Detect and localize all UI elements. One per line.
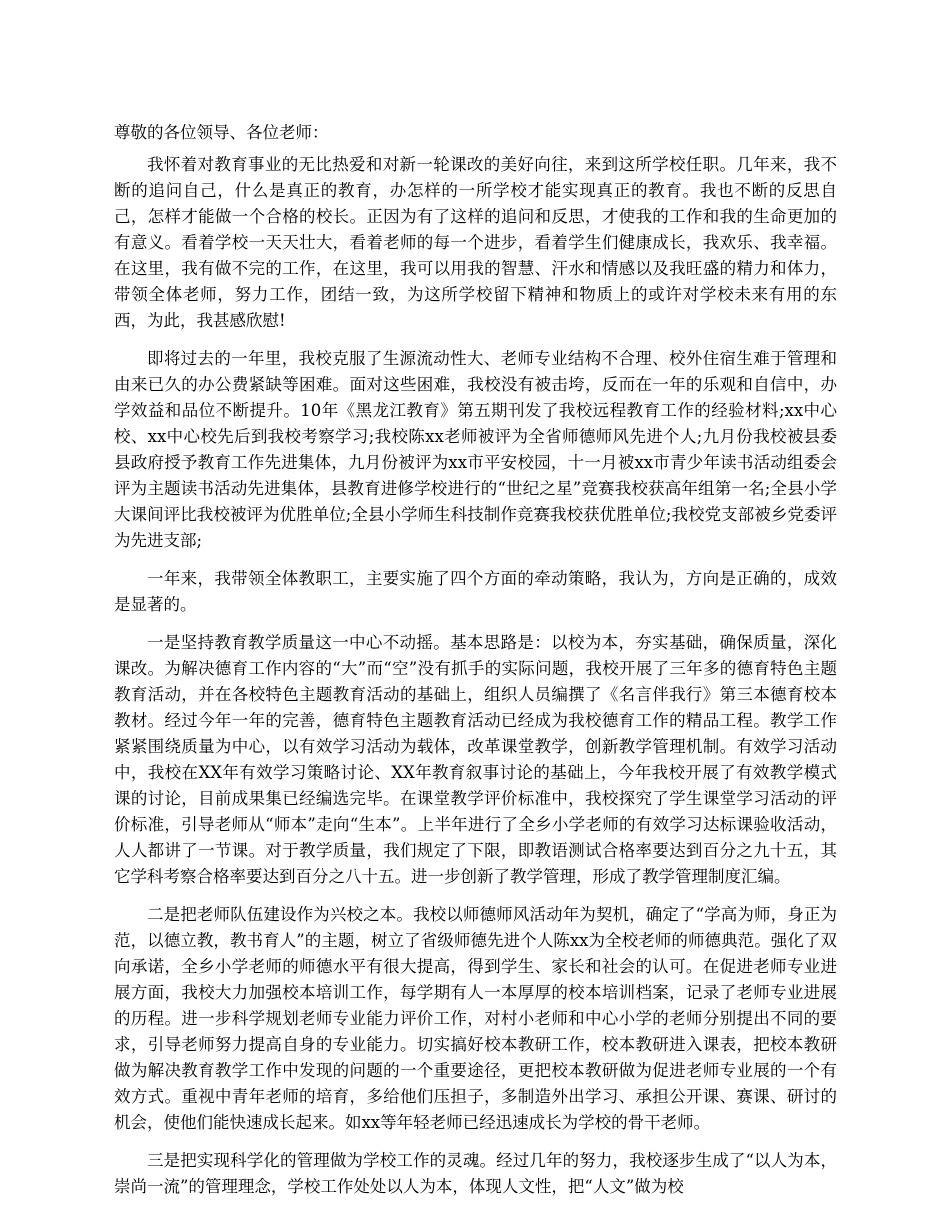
- paragraph-2: 即将过去的一年里，我校克服了生源流动性大、老师专业结构不合理、校外住宿生难于管理和由来已久的办公费紧缺等困难。面对这些困难，我校没有被击垮，反而在一年的乐观和自信中，办学效益和品位不断提升。10年《黑龙江教育》第五期刊发了我校远程教育工作的经验材料;xx中心校、xx中心校先后到我校考察学习;我校陈xx老师被评为全省师德师风先进个人;九月份我校被县委县政府授予教育工作先进集体，九月份被评为xx市平安校园，十一月被xx市青少年读书活动组委会评为主题读书活动先进集体，县教育进修学校进行的“世纪之星”竞赛我校获高年组第一名;全县小学大课间评比我校被评为优胜单位;全县小学师生科技制作竞赛我校获优胜单位;我校党支部被乡党委评为先进支部;: [114, 349, 837, 550]
- paragraph-1: 我怀着对教育事业的无比热爱和对新一轮课改的美好向往，来到这所学校任职。几年来，我不断的追问自己，什么是真正的教育，办怎样的一所学校才能实现真正的教育。我也不断的反思自己，怎样才能做一个合格的校长。正因为有了这样的追问和反思，才使我的工作和我的生命更加的有意义。看着学校一天天壮大，看着老师的每一个进步，看着学生们健康成长，我欢乐、我幸福。在这里，我有做不完的工作，在这里，我可以用我的智慧、汗水和情感以及我旺盛的精力和体力，带领全体老师，努力工作，团结一致，为这所学校留下精神和物质上的或许对学校未来有用的东西，为此，我甚感欣慰!: [114, 155, 837, 330]
- paragraph-5: 二是把老师队伍建设作为兴校之本。我校以师德师风活动年为契机，确定了“学高为师，身正为范，以德立教，教书育人”的主题，树立了省级师德先进个人陈xx为全校老师的师德典范。强化了双向承诺，全乡小学老师的师德水平有很大提高，得到学生、家长和社会的认可。在促进老师专业进展方面，我校大力加强校本培训工作，每学期有人一本厚厚的校本培训档案，记录了老师专业进展的历程。进一步科学规划老师专业能力评价工作，对村小老师和中心小学的老师分别提出不同的要求，引导老师努力提高自身的专业能力。切实搞好校本教研工作，校本教研进入课表，把校本教研做为解决教育教学工作中发现的问题的一个重要途径，更把校本教研做为促进老师专业展的一个有效方式。重视中青年老师的培育，多给他们压担子，多制造外出学习、承担公开课、赛课、研讨的机会，使他们能快速成长起来。如xx等年轻老师已经迅速成长为学校的骨干老师。: [114, 905, 837, 1132]
- salutation: 尊敬的各位领导、各位老师：: [114, 123, 329, 142]
- paragraph-4: 一是坚持教育教学质量这一中心不动摇。基本思路是：以校为本，夯实基础，确保质量，深化课改。为解决德育工作内容的“大”而“空”没有抓手的实际问题，我校开展了三年多的德育特色主题教育活动，并在各校特色主题教育活动的基础上，组织人员编撰了《名言伴我行》第三本德育校本教材。经过今年一年的完善，德育特色主题教育活动已经成为我校德育工作的精品工程。教学工作紧紧围绕质量为中心，以有效学习活动为载体，改革课堂教学，创新教学管理机制。有效学习活动中，我校在XX年有效学习策略讨论、XX年教育叙事讨论的基础上，今年我校开展了有效教学模式课的讨论，目前成果集已经编选完毕。在课堂教学评价标准中，我校探究了学生课堂学习活动的评价标准，引导老师从“师本”走向“生本”。上半年进行了全乡小学老师的有效学习达标课验收活动，人人都讲了一节课。对于教学质量，我们规定了下限，即教语测试合格率要达到百分之九十五，其它学科考察合格率要达到百分之八十五。进一步创新了教学管理，形成了教学管理制度汇编。: [114, 633, 837, 886]
- paragraph-6: 三是把实现科学化的管理做为学校工作的灵魂。经过几年的努力，我校逐步生成了“以人为本，崇尚一流”的管理理念，学校工作处处以人为本，体现人文性，把“人文”做为校: [114, 1151, 837, 1196]
- paragraph-3: 一年来，我带领全体教职工，主要实施了四个方面的牵动策略，我认为，方向是正确的，成效是显著的。: [114, 569, 837, 614]
- document-body: [114, 120, 837, 1212]
